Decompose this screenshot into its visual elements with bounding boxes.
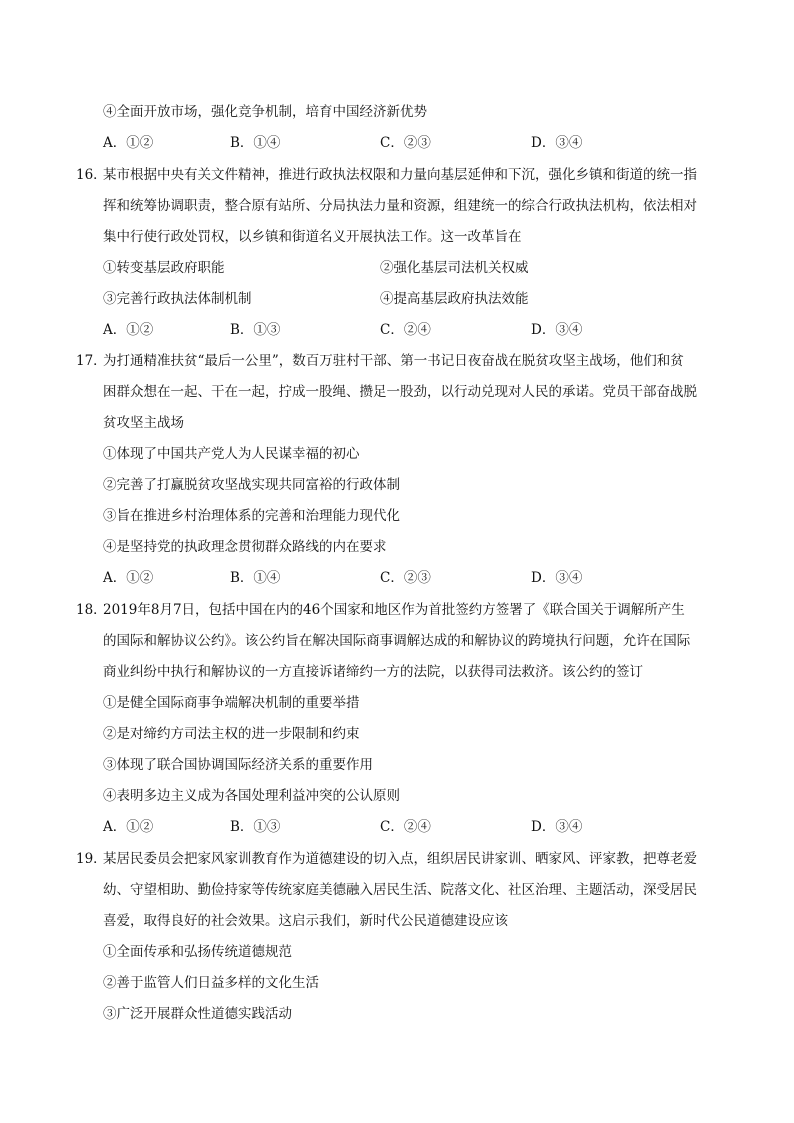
q16-stem-line-3: 集中行使行政处罚权，以乡镇和街道名义开展执法工作。这一改革旨在 <box>103 229 522 245</box>
question-number: 19． <box>76 851 107 867</box>
question-number: 17． <box>76 353 107 369</box>
statement-4: ④是坚持党的执政理念贯彻群众路线的内在要求 <box>103 539 387 555</box>
q18-stem-line-3: 商业纠纷中执行和解协议的一方直接诉诸缔约一方的法院，以获得司法救济。该公约的签订 <box>103 664 643 680</box>
option-a[interactable]: A．①② <box>103 570 154 586</box>
q18-stem-line-2: 的国际和解协议公约》。该公约旨在解决国际商事调解达成的和解协议的跨境执行问题，允许在国际 <box>103 633 691 649</box>
statement-1: ①体现了中国共产党人为人民谋幸福的初心 <box>103 446 360 462</box>
option-a[interactable]: A．①② <box>103 135 154 151</box>
option-d[interactable]: D．③④ <box>531 570 583 586</box>
statement-2: ②强化基层司法机关权威 <box>380 260 529 276</box>
option-a[interactable]: A．①② <box>103 322 154 338</box>
question-number: 18． <box>76 602 107 618</box>
statement-2: ②善于监管人们日益多样的文化生活 <box>103 975 319 991</box>
option-c[interactable]: C．②③ <box>380 570 431 586</box>
statement-1: ①转变基层政府职能 <box>103 260 225 276</box>
q17-stem-line-2: 困群众想在一起、干在一起，拧成一股绳、攒足一股劲，以行动兑现对人民的承诺。党员干部奋战脱 <box>103 384 697 400</box>
statement-2: ②是对缔约方司法主权的进一步限制和约束 <box>103 726 360 742</box>
option-b[interactable]: B．①③ <box>230 322 281 338</box>
prev-options <box>0 133 794 153</box>
q18-stem-line-1: 18． 2019年8月7日，包括中国在内的46个国家和地区作为首批签约方签署了《联合国关于调解所产生 <box>76 602 685 618</box>
q18-options <box>0 817 794 837</box>
q17-stem-line-3: 贫攻坚主战场 <box>103 415 184 431</box>
option-b[interactable]: B．①④ <box>230 570 281 586</box>
q16-stem-line-2: 挥和统筹协调职责，整合原有站所、分局执法力量和资源，组建统一的综合行政执法机构，依法相对 <box>103 198 697 214</box>
option-a[interactable]: A．①② <box>103 819 154 835</box>
statement-1: ①是健全国际商事争端解决机制的重要举措 <box>103 695 360 711</box>
q19-stem-line-3: 喜爱，取得良好的社会效果。这启示我们，新时代公民道德建设应该 <box>103 913 508 929</box>
q16-options <box>0 320 794 340</box>
option-b[interactable]: B．①③ <box>230 819 281 835</box>
option-c[interactable]: C．②④ <box>380 819 431 835</box>
option-c[interactable]: C．②③ <box>380 135 431 151</box>
option-c[interactable]: C．②④ <box>380 322 431 338</box>
q17-options <box>0 568 794 588</box>
statement-1: ①全面传承和弘扬传统道德规范 <box>103 944 292 960</box>
option-d[interactable]: D．③④ <box>531 322 583 338</box>
statement-2: ②完善了打赢脱贫攻坚战实现共同富裕的行政体制 <box>103 477 400 493</box>
statement-3: ③完善行政执法体制机制 <box>103 291 252 307</box>
q19-stem-line-2: 幼、守望相助、勤俭持家等传统家庭美德融入居民生活、院落文化、社区治理、主题活动，深受居民 <box>103 882 697 898</box>
statement-4: ④提高基层政府执法效能 <box>380 291 529 307</box>
q19-stem-line-1: 19． 某居民委员会把家风家训教育作为道德建设的切入点，组织居民讲家训、晒家风、评家教，把尊老爱 <box>76 851 697 867</box>
statement-3: ③广泛开展群众性道德实践活动 <box>103 1006 292 1022</box>
statement-3: ③体现了联合国协调国际经济关系的重要作用 <box>103 757 373 773</box>
question-number: 16． <box>76 167 107 183</box>
q17-stem-line-1: 17． 为打通精准扶贫“最后一公里”，数百万驻村干部、第一书记日夜奋战在脱贫攻坚主战场，他们和贫 <box>76 353 684 369</box>
option-d[interactable]: D．③④ <box>531 135 583 151</box>
option-d[interactable]: D．③④ <box>531 819 583 835</box>
q16-statements-row-1 <box>0 258 794 278</box>
q16-statements-row-2 <box>0 289 794 309</box>
statement-4: ④表明多边主义成为各国处理利益冲突的公认原则 <box>103 788 400 804</box>
prev-statement-4: ④全面开放市场，强化竞争机制，培育中国经济新优势 <box>103 104 427 120</box>
statement-3: ③旨在推进乡村治理体系的完善和治理能力现代化 <box>103 508 400 524</box>
option-b[interactable]: B．①④ <box>230 135 281 151</box>
q16-stem-line-1: 16． 某市根据中央有关文件精神，推进行政执法权限和力量向基层延伸和下沉，强化乡镇和街道的统一指 <box>76 167 697 183</box>
